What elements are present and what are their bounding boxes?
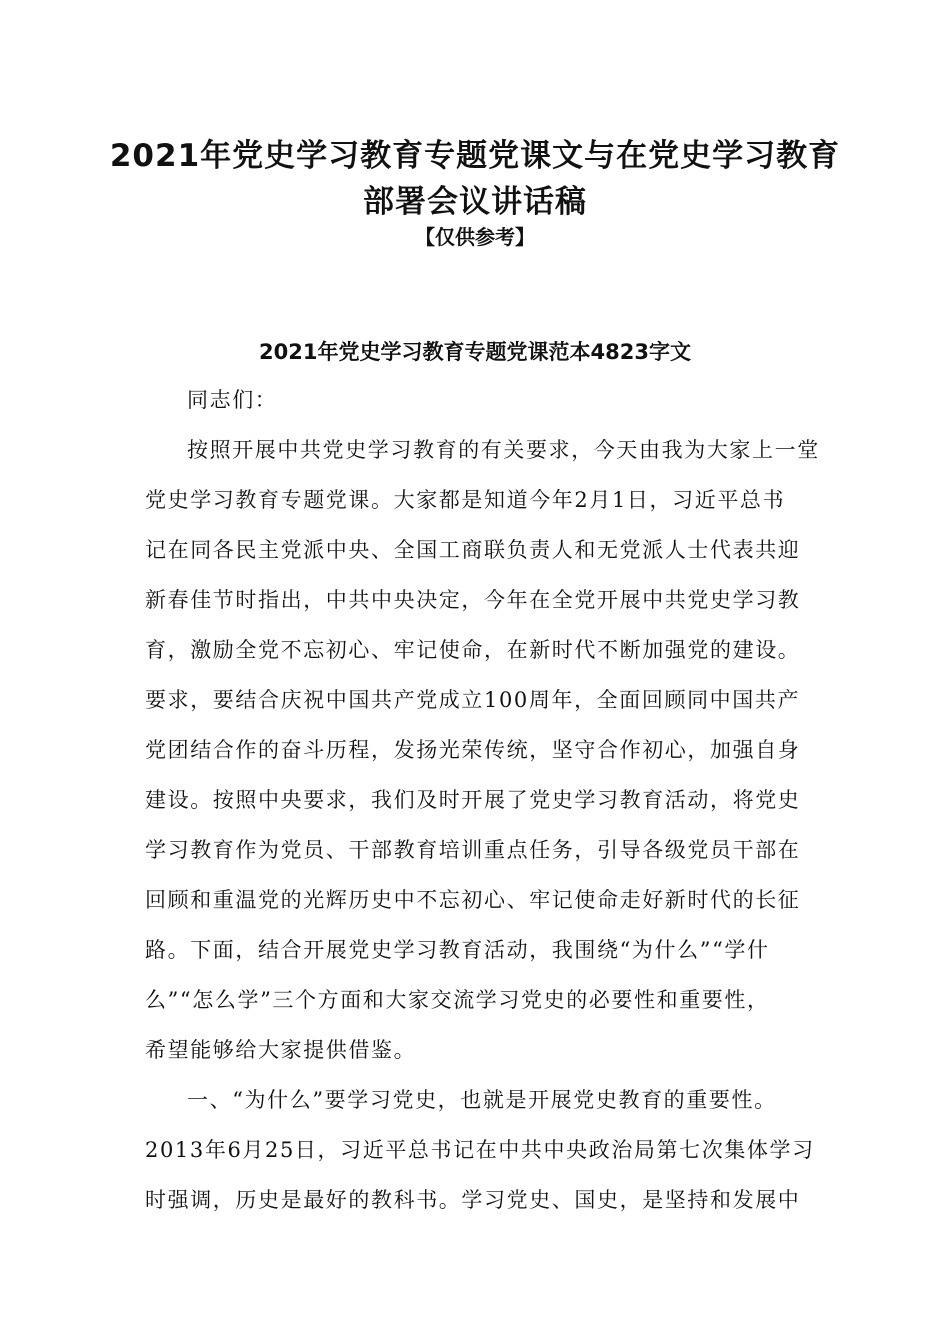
body-line: 党团结合作的奋斗历程，发扬光荣传统，坚守合作初心，加强自身 xyxy=(145,738,801,762)
body-line: 按照开展中共党史学习教育的有关要求，今天由我为大家上一堂 xyxy=(187,438,820,462)
body-line: 回顾和重温党的光辉历史中不忘初心、牢记使命走好新时代的长征 xyxy=(145,888,801,912)
body-line: 新春佳节时指出，中共中央决定，今年在全党开展中共党史学习教 xyxy=(145,588,801,612)
body-line: 学习教育作为党员、干部教育培训重点任务，引导各级党员干部在 xyxy=(145,838,801,862)
body-line: 要求，要结合庆祝中国共产党成立100周年，全面回顾同中国共产 xyxy=(145,688,801,712)
body-line: 育，激励全党不忘初心、牢记使命，在新时代不断加强党的建设。 xyxy=(145,638,801,662)
reference-note: 【仅供参考】 xyxy=(415,225,535,249)
salutation: 同志们： xyxy=(187,388,278,412)
body-line: 希望能够给大家提供借鉴。 xyxy=(145,1038,417,1062)
body-line: 么”“怎么学”三个方面和大家交流学习党史的必要性和重要性， xyxy=(145,988,770,1012)
section-subtitle: 2021年党史学习教育专题党课范本4823字文 xyxy=(259,340,691,364)
body-line: 记在同各民主党派中央、全国工商联负责人和无党派人士代表共迎 xyxy=(145,538,801,562)
section-heading-line: 一、“为什么”要学习党史，也就是开展党史教育的重要性。 xyxy=(187,1088,777,1112)
body-line: 建设。按照中央要求，我们及时开展了党史学习教育活动，将党史 xyxy=(145,788,801,812)
body-line: 2013年6月25日，习近平总书记在中共中央政治局第七次集体学习 xyxy=(145,1138,815,1162)
document-title-line-1: 2021年党史学习教育专题党课文与在党史学习教育 xyxy=(109,138,841,174)
body-line: 时强调，历史是最好的教科书。学习党史、国史，是坚持和发展中 xyxy=(145,1188,801,1212)
document-title-line-2: 部署会议讲话稿 xyxy=(363,184,587,220)
body-line: 党史学习教育专题党课。大家都是知道今年2月1日，习近平总书 xyxy=(145,488,786,512)
body-line: 路。下面，结合开展党史学习教育活动，我围绕“为什么”“学什 xyxy=(145,938,770,962)
